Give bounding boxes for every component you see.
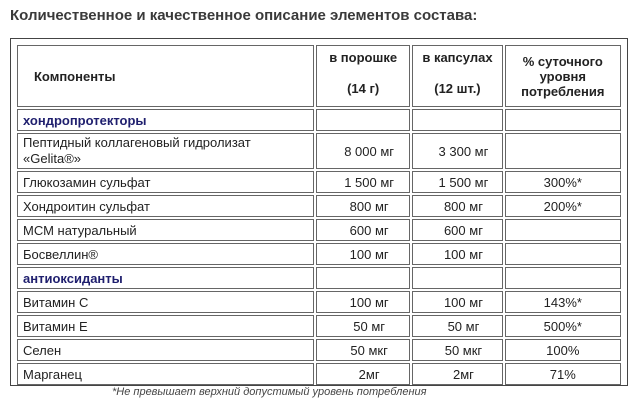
daily-pct	[505, 219, 621, 241]
header-capsules-label: в капсулах	[422, 50, 493, 65]
empty-cell	[505, 109, 621, 131]
table-row	[17, 219, 621, 241]
empty-cell	[316, 109, 410, 131]
capsules-amount-value: 100 мг	[443, 294, 483, 310]
component-name-line1: Пептидный коллагеновый гидролизат	[23, 135, 251, 150]
capsules-amount	[412, 133, 502, 169]
daily-pct: 200%*	[505, 195, 621, 217]
capsules-amount-value: 50 мкг	[444, 342, 483, 358]
header-powder-label: в порошке	[329, 50, 398, 65]
capsules-amount-value: 3 300 мг	[438, 143, 489, 159]
powder-amount-value: 100 мг	[349, 294, 389, 310]
daily-pct	[505, 133, 621, 169]
capsules-amount	[412, 339, 502, 361]
powder-amount-value: 8 000 мг	[344, 143, 395, 159]
powder-amount	[316, 243, 410, 265]
header-powder-amount: (14 г)	[347, 81, 380, 96]
powder-amount	[316, 363, 410, 385]
powder-amount	[316, 339, 410, 361]
page-title: Количественное и качественное описание элементов состава:	[10, 7, 478, 24]
powder-amount	[316, 315, 410, 337]
table-row	[17, 315, 621, 337]
section-name: хондропротекторы	[17, 109, 314, 131]
table-row	[17, 291, 621, 313]
component-name-line1: Хондроитин сульфат	[23, 198, 150, 214]
table-row	[17, 171, 621, 193]
component-name	[17, 363, 314, 385]
powder-amount	[316, 133, 410, 169]
capsules-amount	[412, 219, 502, 241]
component-name	[17, 171, 314, 193]
capsules-amount-value: 1 500 мг	[438, 174, 489, 190]
header-capsules-amount: (12 шт.)	[434, 81, 481, 96]
header-capsules	[412, 45, 502, 107]
powder-amount	[316, 291, 410, 313]
component-name	[17, 291, 314, 313]
powder-amount-value: 2мг	[358, 366, 380, 382]
header-pct-line2: уровня	[539, 68, 586, 84]
component-name-line1: МСМ натуральный	[23, 222, 137, 238]
capsules-amount-value: 600 мг	[443, 222, 483, 238]
header-daily-pct	[505, 45, 621, 107]
powder-amount-value: 100 мг	[349, 246, 389, 262]
capsules-amount-value: 100 мг	[443, 246, 483, 262]
header-pct-line1: % суточного	[522, 53, 603, 69]
component-name	[17, 315, 314, 337]
empty-cell	[316, 267, 410, 289]
daily-pct: 100%	[505, 339, 621, 361]
capsules-amount	[412, 363, 502, 385]
component-name-line1: Марганец	[23, 366, 82, 382]
component-name-line1: Селен	[23, 342, 62, 358]
component-name	[17, 339, 314, 361]
powder-amount	[316, 171, 410, 193]
table-header-row	[17, 45, 621, 107]
powder-amount	[316, 219, 410, 241]
capsules-amount-value: 50 мг	[447, 318, 480, 334]
component-name	[17, 219, 314, 241]
capsules-amount	[412, 315, 502, 337]
capsules-amount-value: 2мг	[452, 366, 474, 382]
table-row	[17, 363, 621, 385]
powder-amount-value: 600 мг	[349, 222, 389, 238]
composition-table-frame	[10, 38, 628, 386]
powder-amount-value: 1 500 мг	[344, 174, 395, 190]
table-row	[17, 133, 621, 169]
component-name-line1: Витамин С	[23, 294, 89, 310]
table-row	[17, 195, 621, 217]
footnote: *Не превышает верхний допустимый уровень потребления	[112, 386, 427, 398]
component-name	[17, 195, 314, 217]
powder-amount-value: 800 мг	[349, 198, 389, 214]
header-pct-line3: потребления	[521, 83, 605, 99]
capsules-amount	[412, 195, 502, 217]
daily-pct	[505, 243, 621, 265]
composition-table	[15, 43, 623, 387]
header-components: Компоненты	[17, 45, 314, 107]
component-name-line1: Глюкозамин сульфат	[23, 174, 151, 190]
daily-pct: 143%*	[505, 291, 621, 313]
powder-amount-value: 50 мкг	[350, 342, 388, 358]
powder-amount-value: 50 мг	[353, 318, 386, 334]
capsules-amount-value: 800 мг	[443, 198, 483, 214]
daily-pct: 71%	[505, 363, 621, 385]
capsules-amount	[412, 291, 502, 313]
section-name: антиоксиданты	[17, 267, 314, 289]
section-row	[17, 109, 621, 131]
header-powder	[316, 45, 410, 107]
table-row	[17, 339, 621, 361]
empty-cell	[412, 109, 502, 131]
daily-pct: 500%*	[505, 315, 621, 337]
table-row	[17, 243, 621, 265]
component-name	[17, 133, 314, 169]
capsules-amount	[412, 171, 502, 193]
component-name-line1: Витамин Е	[23, 318, 88, 334]
powder-amount	[316, 195, 410, 217]
section-row	[17, 267, 621, 289]
component-name	[17, 243, 314, 265]
component-name-line2: «Gelita®»	[23, 151, 81, 166]
capsules-amount	[412, 243, 502, 265]
empty-cell	[505, 267, 621, 289]
daily-pct: 300%*	[505, 171, 621, 193]
component-name-line1: Босвеллин®	[23, 246, 99, 262]
empty-cell	[412, 267, 502, 289]
